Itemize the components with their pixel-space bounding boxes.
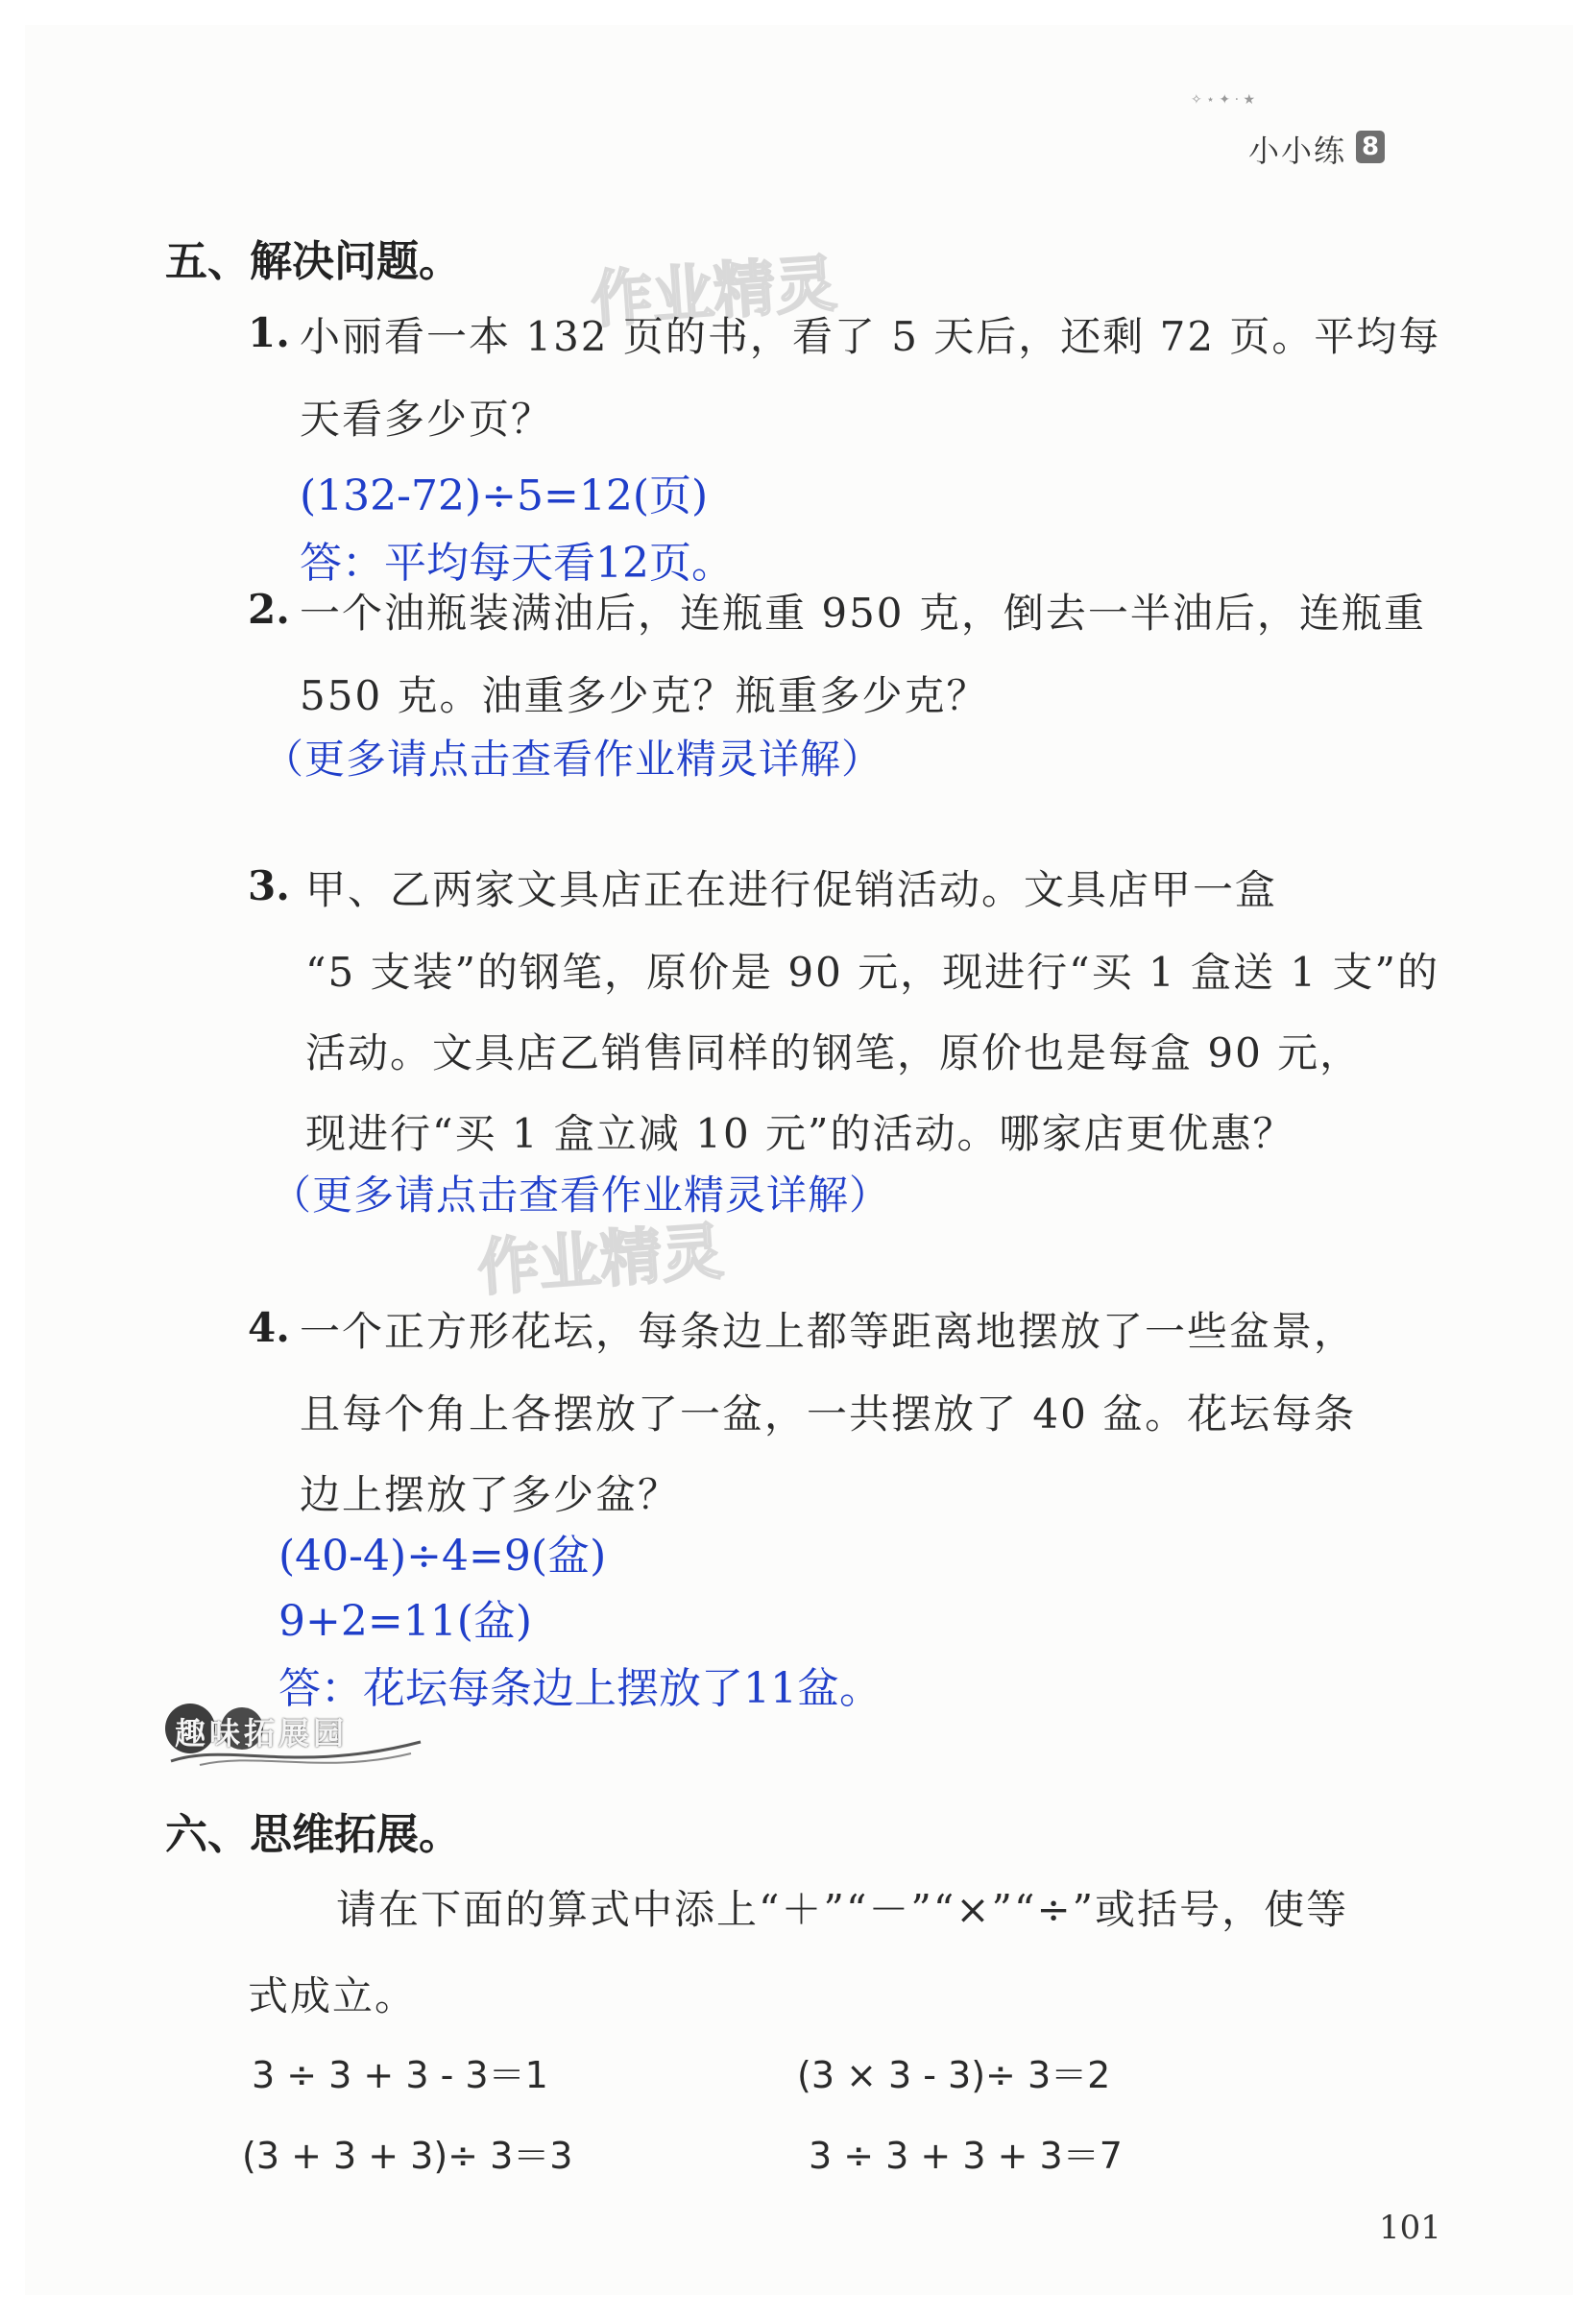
- details-link[interactable]: （更多请点击查看作业精灵详解）: [271, 1172, 891, 1219]
- answer-text: 答：平均每天看12页。: [300, 539, 734, 588]
- watermark: 作业精灵: [475, 1217, 726, 1305]
- banner-text: 趣味拓展园: [175, 1715, 349, 1752]
- equation: 3 ÷ 3 + 3 - 3＝1: [252, 2054, 548, 2096]
- question-number: 3.: [248, 862, 290, 909]
- question-text: 甲、乙两家文具店正在进行促销活动。文具店甲一盒: [305, 866, 1278, 913]
- header-badge: 8: [1356, 131, 1385, 163]
- header-label: 小小练: [1248, 133, 1347, 169]
- section-title-6: 六、思维拓展。: [165, 1810, 461, 1859]
- question-text: 小丽看一本 132 页的书，看了 5 天后，还剩 72 页。平均每: [300, 313, 1441, 360]
- answer-text: (40-4)÷4=9(盆): [278, 1532, 607, 1581]
- question-text: 天看多少页？: [300, 396, 554, 443]
- page-number: 101: [1379, 2209, 1441, 2247]
- question-text: “5 支装”的钢笔，原价是 90 元，现进行“买 1 盒送 1 支”的: [305, 949, 1439, 996]
- section-title-5: 五、解决问题。: [165, 237, 461, 286]
- question-text: 一个正方形花坛，每条边上都等距离地摆放了一些盆景，: [300, 1308, 1357, 1355]
- watermark: 作业精灵: [589, 249, 839, 337]
- question-number: 1.: [248, 309, 290, 356]
- answer-text: (132-72)÷5=12(页): [300, 471, 709, 520]
- decorative-stars: ✧ ⋆ ✦ · ★: [1191, 92, 1256, 108]
- question-text: 边上摆放了多少盆？: [300, 1471, 681, 1518]
- instruction-text: 式成立。: [248, 1972, 418, 2019]
- question-text: 现进行“买 1 盒立减 10 元”的活动。哪家店更优惠？: [305, 1110, 1295, 1157]
- question-number: 4.: [248, 1304, 290, 1351]
- equation: 3 ÷ 3 + 3 + 3＝7: [809, 2135, 1123, 2177]
- equation: (3 + 3 + 3)÷ 3＝3: [242, 2135, 573, 2177]
- question-text: 550 克。油重多少克？瓶重多少克？: [300, 672, 989, 719]
- page: [25, 25, 1573, 2295]
- answer-text: 9+2=11(盆): [278, 1597, 533, 1646]
- question-number: 2.: [248, 586, 290, 633]
- details-link[interactable]: （更多请点击查看作业精灵详解）: [263, 736, 883, 783]
- instruction-text: 请在下面的算式中添上“＋”“－”“×”“÷”或括号，使等: [336, 1886, 1349, 1933]
- question-text: 一个油瓶装满油后，连瓶重 950 克，倒去一半油后，连瓶重: [300, 590, 1426, 637]
- equation: (3 × 3 - 3)÷ 3＝2: [797, 2054, 1111, 2096]
- question-text: 且每个角上各摆放了一盆，一共摆放了 40 盆。花坛每条: [300, 1390, 1357, 1438]
- answer-text: 答：花坛每条边上摆放了11盆。: [278, 1664, 882, 1713]
- question-text: 活动。文具店乙销售同样的钢笔，原价也是每盒 90 元，: [305, 1029, 1363, 1076]
- fun-extension-banner: [161, 1686, 430, 1773]
